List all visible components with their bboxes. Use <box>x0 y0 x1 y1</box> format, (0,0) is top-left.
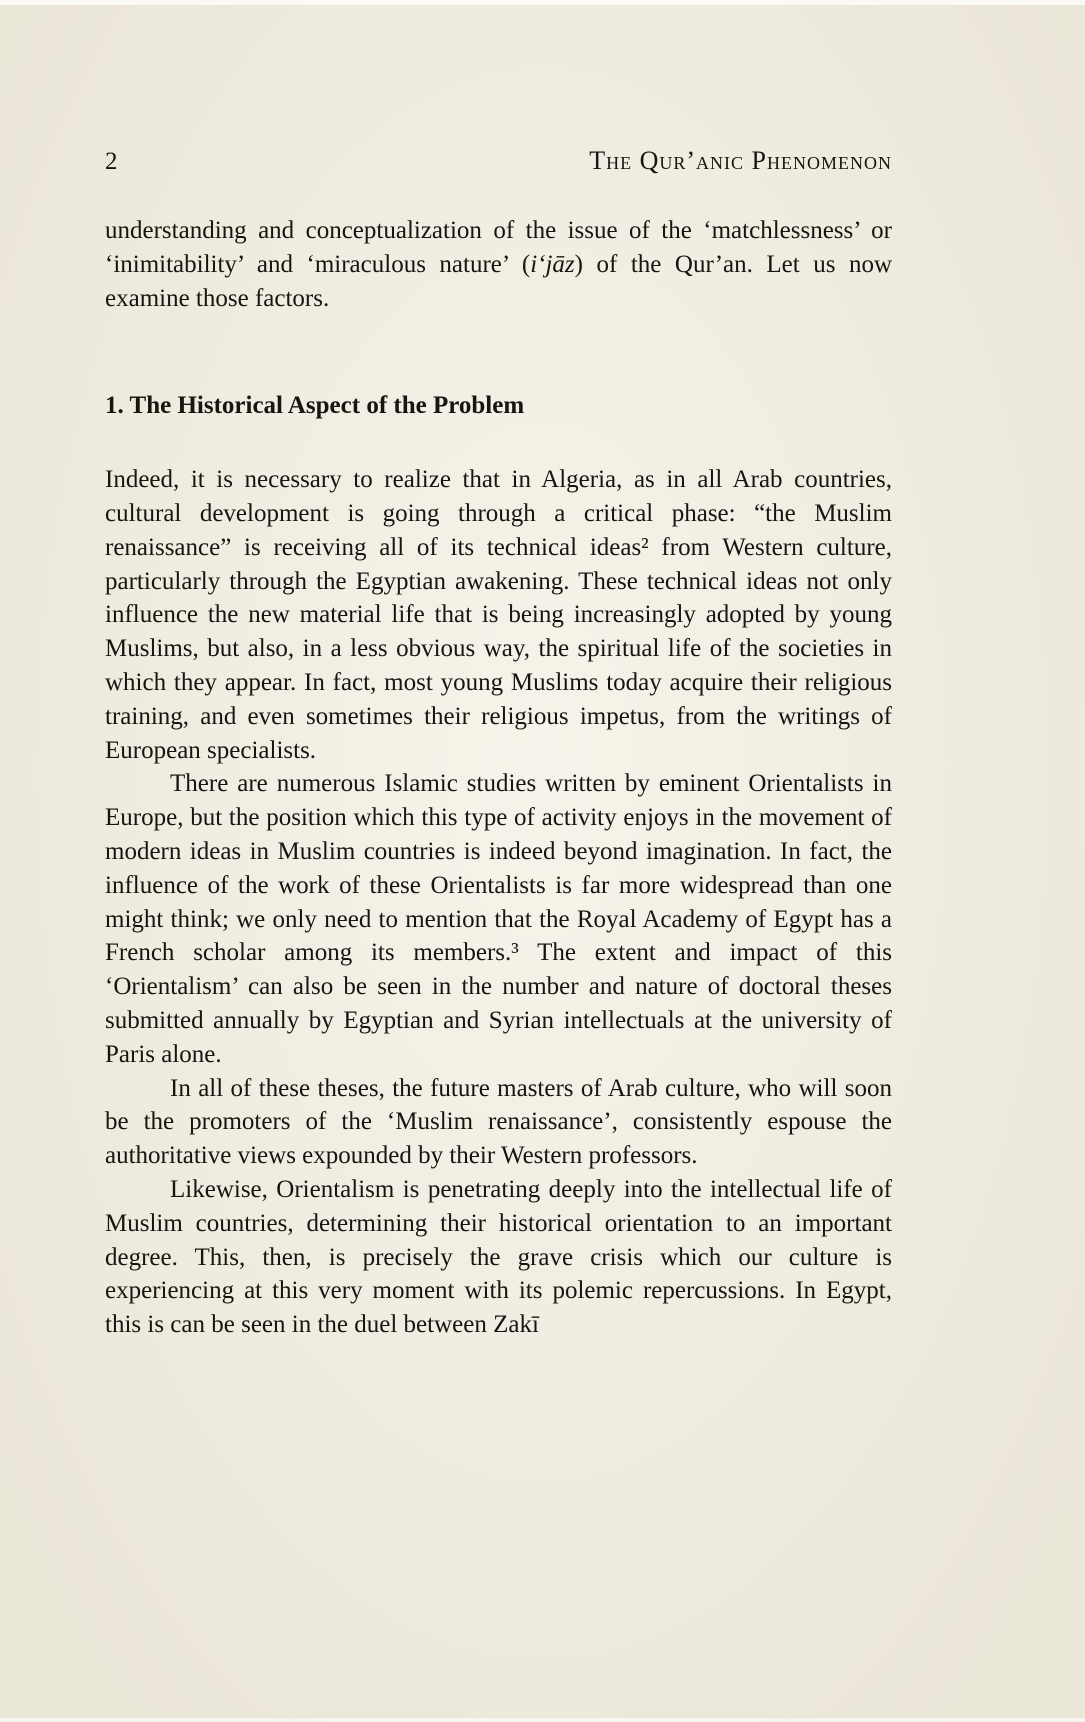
running-header <box>105 146 892 176</box>
body-paragraphs <box>105 463 892 1342</box>
running-title: The Qur’anic Phenomenon <box>589 146 892 175</box>
body-paragraph: Likewise, Orientalism is penetrating deeply into the intellectual life of Muslim countries, determining their historical orientation to an important degree. This, then, is precisely the grave crisis which our culture is experiencing at this very moment with its polemic repercussions. In Egypt, this is can be seen in the duel between Zakī <box>105 1175 892 1339</box>
scan-edge-bottom <box>0 1718 1085 1722</box>
intro-italic-term: i‘jāz <box>530 250 575 278</box>
intro-paragraph <box>105 214 892 315</box>
page-number: 2 <box>105 148 118 175</box>
scan-edge-top <box>0 0 1085 5</box>
body-paragraph: In all of these theses, the future masters of Arab culture, who will soon be the promoters of the ‘Muslim renaissance’, consistently espouse the authoritative views expounded by their Western professors. <box>105 1074 892 1170</box>
intro-text-after: ) of the Qur’an. Let us now examine those factors. <box>105 250 892 312</box>
body-paragraph: There are numerous Islamic studies written by eminent Orientalists in Europe, but the position which this type of activity enjoys in the movement of modern ideas in Muslim countries is indeed beyond imagination. In fact, the influence of the work of these Orientalists is far more widespread than one might think; we only need to mention that the Royal Academy of Egypt has a French scholar among its members.³ The extent and impact of this ‘Orientalism’ can also be seen in the number and nature of doctoral theses submitted annually by Egyptian and Syrian intellectuals at the university of Paris alone. <box>105 770 892 1068</box>
body-paragraph: Indeed, it is necessary to realize that in Algeria, as in all Arab countries, cultural development is going through a critical phase: “the Muslim renaissance” is receiving all of its technical ideas² from Western culture, particularly through the Egyptian awakening. These technical ideas not only influence the new material life that is being increasingly adopted by young Muslims, but also, in a less obvious way, the spiritual life of the societies in which they appear. In fact, most young Muslims today acquire their religious training, and even sometimes their religious impetus, from the writings of European specialists. <box>105 466 892 764</box>
intro-text-before: understanding and conceptualization of the issue of the ‘matchlessness’ or ‘inimitability’ and ‘miraculous nature’ ( <box>105 217 892 278</box>
section-heading: 1. The Historical Aspect of the Problem <box>105 392 525 420</box>
page-content <box>105 146 892 1342</box>
